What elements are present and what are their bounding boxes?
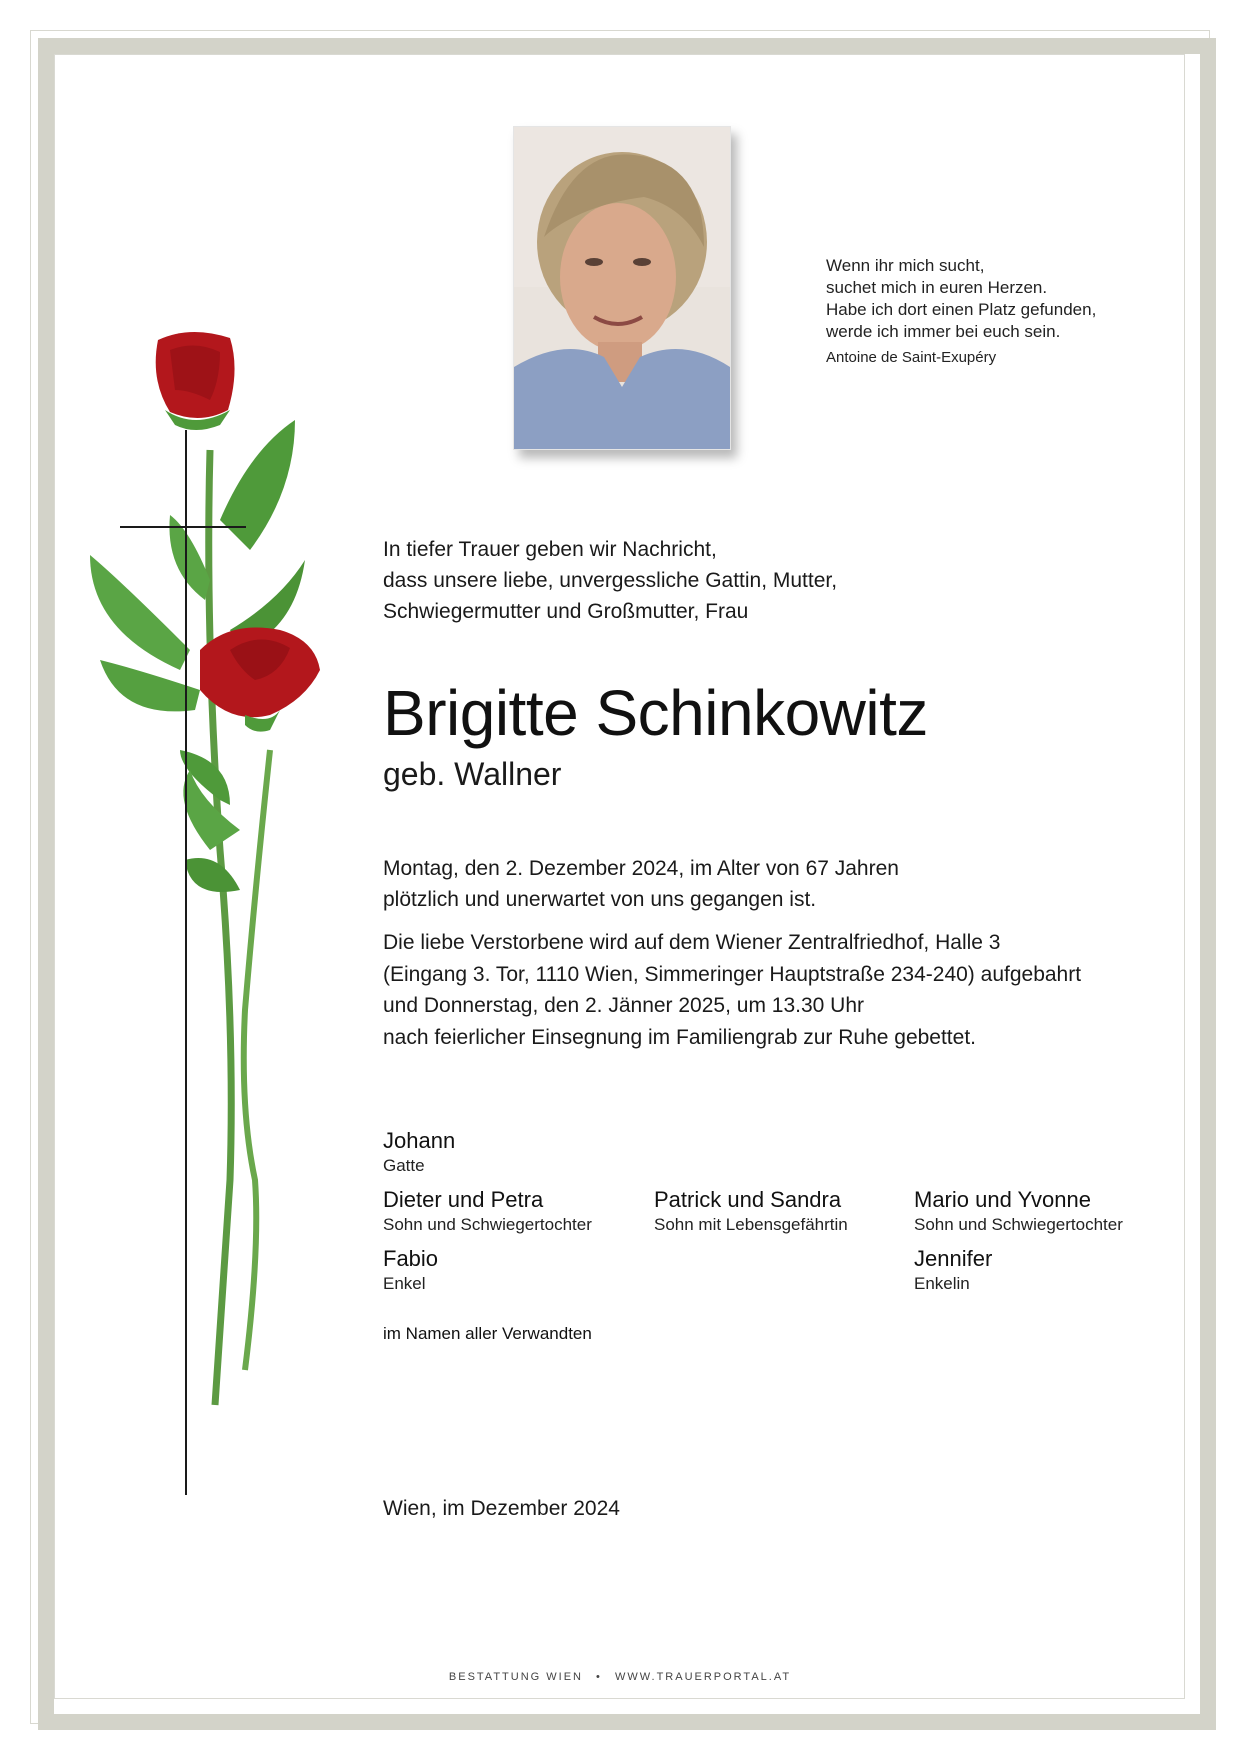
- portrait-photo: [513, 126, 731, 450]
- place-date: Wien, im Dezember 2024: [383, 1497, 620, 1520]
- deceased-name: Brigitte Schinkowitz: [383, 677, 928, 749]
- mourner-relation: Sohn und Schwiegertochter: [383, 1215, 592, 1234]
- mourner-entry: [383, 1186, 592, 1236]
- funeral-line: nach feierlicher Einsegnung im Familiengrab zur Ruhe gebettet.: [383, 1025, 976, 1049]
- mourner-relation: Sohn und Schwiegertochter: [914, 1215, 1123, 1234]
- footer-company: BESTATTUNG WIEN: [448, 1671, 583, 1683]
- mourner-entry: [914, 1186, 1123, 1236]
- mourner-relation: Enkelin: [914, 1274, 970, 1293]
- mourner-name: Johann: [383, 1128, 456, 1153]
- intro-line: In tiefer Trauer geben wir Nachricht,: [383, 538, 717, 561]
- funeral-line: (Eingang 3. Tor, 1110 Wien, Simmeringer Hauptstraße 234-240) aufgebahrt: [383, 962, 1082, 986]
- intro-text: [383, 534, 837, 627]
- quote-line: Habe ich dort einen Platz gefunden,: [826, 300, 1097, 319]
- mourner-name: Mario und Yvonne: [914, 1187, 1091, 1212]
- intro-line: Schwiegermutter und Großmutter, Frau: [383, 600, 749, 623]
- closing-line: im Namen aller Verwandten: [383, 1324, 592, 1343]
- funeral-notice: [383, 927, 1081, 1053]
- rose-illustration: [80, 330, 360, 1500]
- birth-name: geb. Wallner: [383, 756, 562, 792]
- mourner-entry: [654, 1186, 848, 1236]
- mourner-name: Patrick und Sandra: [654, 1187, 842, 1212]
- mourner-relation: Gatte: [383, 1156, 425, 1175]
- mourner-relation: Sohn mit Lebensgefährtin: [654, 1215, 848, 1234]
- funeral-line: und Donnerstag, den 2. Jänner 2025, um 13.30 Uhr: [383, 994, 864, 1017]
- mourner-name: Jennifer: [914, 1246, 993, 1271]
- mourner-entry: [383, 1127, 455, 1177]
- footer-website: WWW.TRAUERPORTAL.AT: [614, 1671, 792, 1683]
- mourner-relation: Enkel: [383, 1274, 426, 1293]
- quote-line: werde ich immer bei euch sein.: [826, 322, 1061, 341]
- cross-horizontal: [120, 526, 246, 528]
- intro-line: dass unsere liebe, unvergessliche Gattin, Mutter,: [383, 569, 838, 592]
- cross-vertical: [185, 430, 187, 1495]
- mourner-entry: [383, 1245, 438, 1295]
- death-line: Montag, den 2. Dezember 2024, im Alter von 67 Jahren: [383, 857, 899, 880]
- death-notice: [383, 853, 899, 915]
- quote-block: [826, 255, 1096, 369]
- footer: [0, 1671, 1240, 1683]
- quote-line: Wenn ihr mich sucht,: [826, 256, 985, 275]
- mourner-entry: [914, 1245, 992, 1295]
- footer-separator: •: [596, 1671, 602, 1683]
- quote-author: Antoine de Saint-Exupéry: [826, 349, 997, 366]
- death-line: plötzlich und unerwartet von uns gegangen ist.: [383, 888, 817, 911]
- mourner-name: Fabio: [383, 1246, 439, 1271]
- quote-line: suchet mich in euren Herzen.: [826, 278, 1048, 297]
- funeral-line: Die liebe Verstorbene wird auf dem Wiener Zentralfriedhof, Halle 3: [383, 931, 1001, 954]
- mourner-name: Dieter und Petra: [383, 1187, 544, 1212]
